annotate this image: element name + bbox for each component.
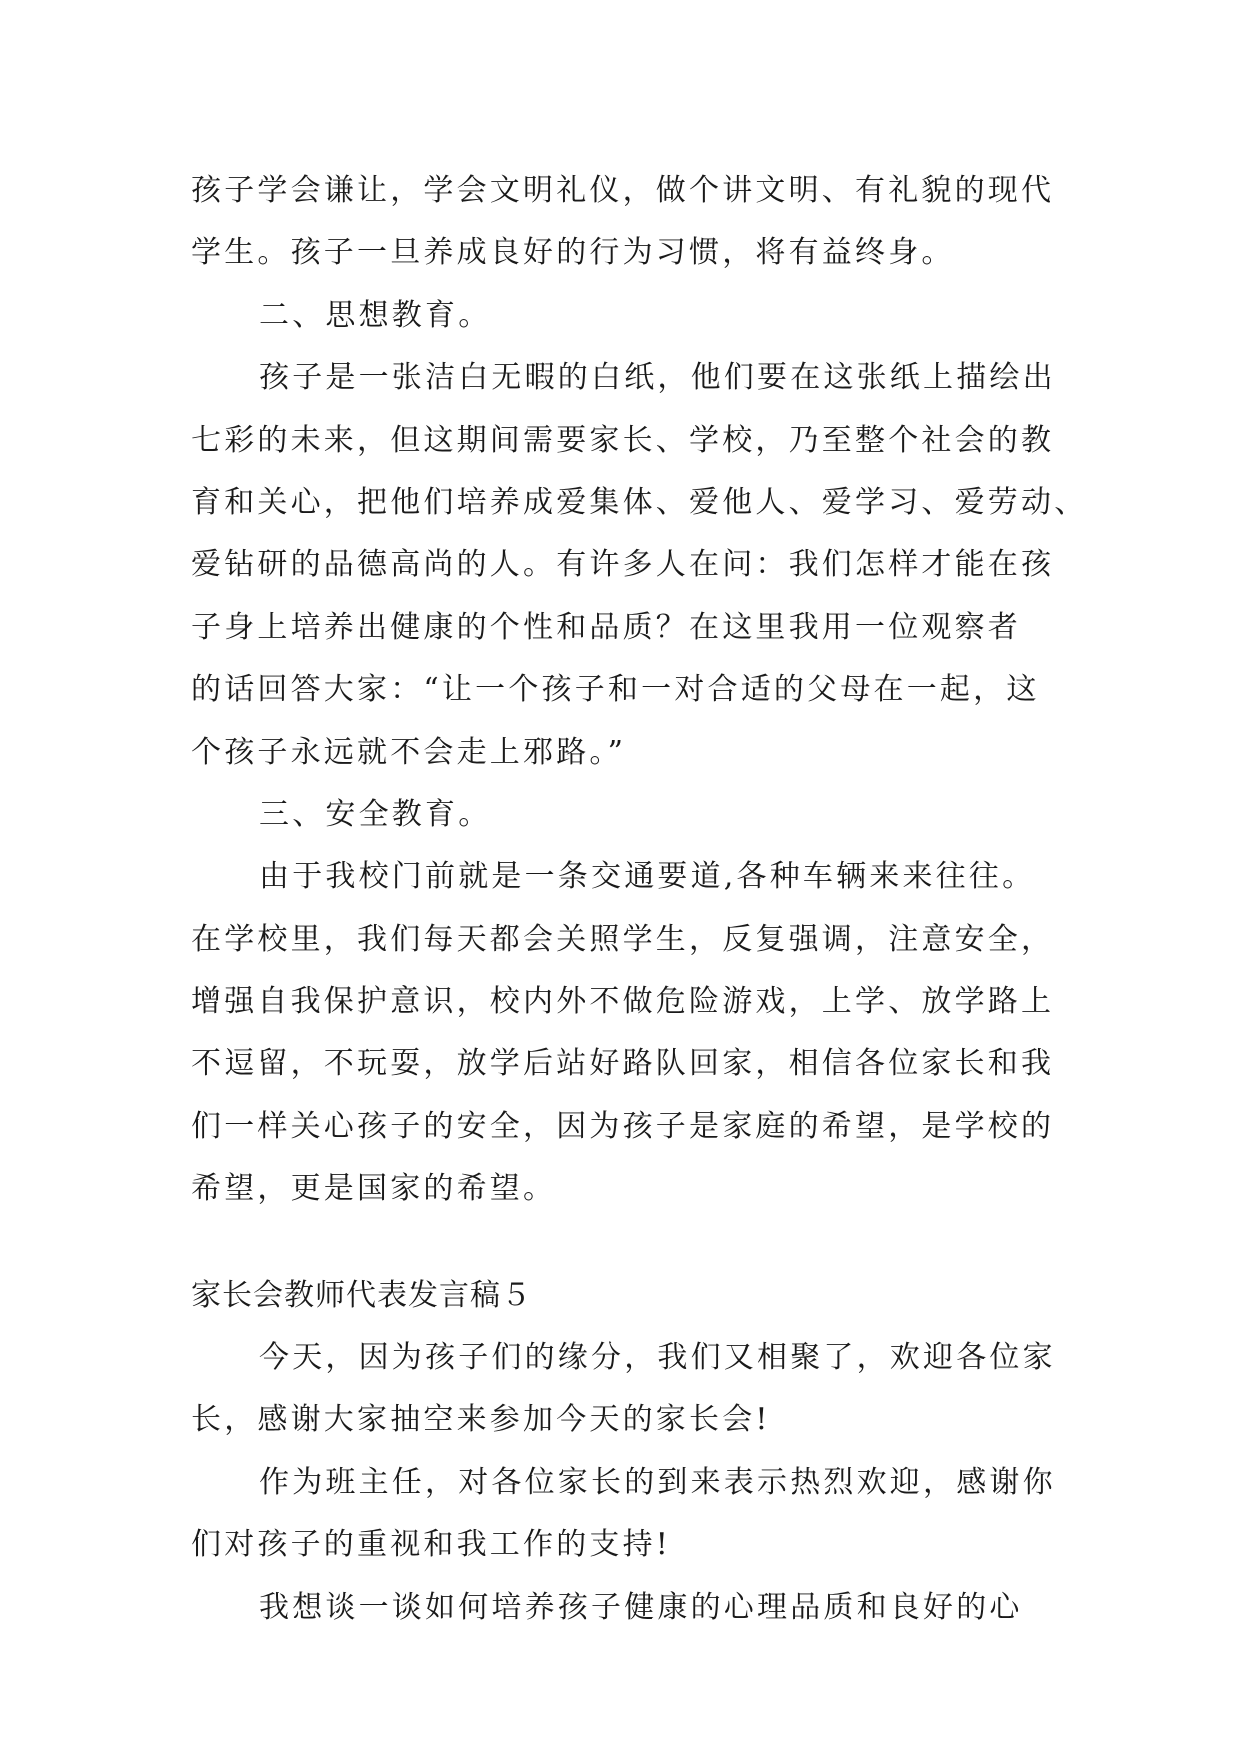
paragraph-line: 我想谈一谈如何培养孩子健康的心理品质和良好的心 xyxy=(259,1589,1023,1625)
paragraph-line: 育和关心，把他们培养成爱集体、爱他人、爱学习、爱劳动、 xyxy=(191,484,1088,520)
paragraph-line: 希望，更是国家的希望。 xyxy=(191,1171,557,1207)
paragraph-line: 个孩子永远就不会走上邪路。” xyxy=(191,734,627,770)
speech-title: 家长会教师代表发言稿５ xyxy=(191,1277,532,1313)
paragraph-line: 今天，因为孩子们的缘分，我们又相聚了，欢迎各位家 xyxy=(259,1340,1056,1376)
paragraph-line: 孩子是一张洁白无暇的白纸，他们要在这张纸上描绘出 xyxy=(259,360,1056,396)
paragraph-line: 增强自我保护意识，校内外不做危险游戏，上学、放学路上 xyxy=(191,984,1055,1020)
section-spacer xyxy=(191,1221,1053,1265)
section-heading-thought-education: 二、思想教育。 xyxy=(259,297,492,333)
paragraph-line: 孩子学会谦让，学会文明礼仪，做个讲文明、有礼貌的现代 xyxy=(191,173,1055,208)
document-body xyxy=(191,160,1088,1639)
paragraph-line: 们对孩子的重视和我工作的支持! xyxy=(191,1527,672,1563)
section-heading-safety-education: 三、安全教育。 xyxy=(259,796,492,832)
paragraph-line: 长，感谢大家抽空来参加今天的家长会! xyxy=(191,1402,771,1438)
paragraph-line: 在学校里，我们每天都会关照学生，反复强调，注意安全， xyxy=(191,921,1055,957)
paragraph-line: 作为班主任，对各位家长的到来表示热烈欢迎，感谢你 xyxy=(259,1464,1056,1500)
paragraph-line: 学生。孩子一旦养成良好的行为习惯，将有益终身。 xyxy=(191,235,955,271)
paragraph-line: 爱钻研的品德高尚的人。有许多人在问：我们怎样才能在孩 xyxy=(191,547,1055,583)
paragraph-line: 们一样关心孩子的安全，因为孩子是家庭的希望，是学校的 xyxy=(191,1108,1055,1144)
paragraph-line: 子身上培养出健康的个性和品质？在这里我用一位观察者 xyxy=(191,609,1021,645)
paragraph-line: 的话回答大家：“让一个孩子和一对合适的父母在一起，这 xyxy=(191,672,1040,708)
paragraph-line: 七彩的未来，但这期间需要家长、学校，乃至整个社会的教 xyxy=(191,422,1055,458)
paragraph-line: 不逗留，不玩耍，放学后站好路队回家，相信各位家长和我 xyxy=(191,1046,1055,1082)
paragraph-line: 由于我校门前就是一条交通要道,各种车辆来来往往。 xyxy=(259,859,1036,895)
